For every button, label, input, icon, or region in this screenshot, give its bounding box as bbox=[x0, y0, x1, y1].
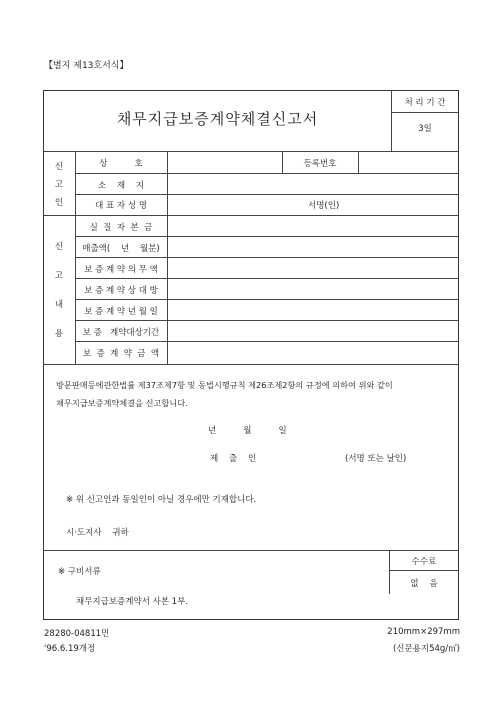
form-reference: 【별지 제13호서식】 bbox=[44, 61, 129, 71]
divider bbox=[43, 364, 459, 365]
report-row-label: 보 증 계약대상기간 bbox=[82, 328, 160, 338]
form-code: 28280-04811민 bbox=[44, 629, 110, 639]
sign-or-seal-note: (서명 또는 날인) bbox=[345, 454, 407, 464]
divider bbox=[75, 257, 459, 258]
required-document-item: 채무지급보증계약서 사본 1부. bbox=[76, 597, 189, 607]
divider bbox=[358, 151, 359, 173]
reporter-group-char: 인 bbox=[54, 198, 64, 208]
report-group-char: 용 bbox=[54, 329, 64, 339]
trade-name-label: 상 호 bbox=[99, 159, 143, 169]
processing-period-label: 처 리 기 간 bbox=[404, 98, 446, 108]
report-row-label: 보 증 계 약 상 대 방 bbox=[84, 286, 158, 296]
divider bbox=[43, 215, 459, 216]
divider bbox=[75, 236, 459, 237]
divider bbox=[43, 550, 459, 551]
legal-statement-line: 채무지급보증계약체결을 신고합니다. bbox=[56, 398, 188, 408]
legal-statement-line: 방문판매등에관한법률 제37조제7항 및 동법시행규칙 제26조제2항의 규정에 의하여 위와 같이 bbox=[56, 380, 393, 390]
divider bbox=[75, 173, 459, 174]
recipient-line: 시·도지사 귀하 bbox=[66, 528, 129, 538]
signature-seal-label: 서명(인) bbox=[308, 201, 340, 211]
report-row-label: 보 증 계 약 년 월 일 bbox=[84, 307, 158, 317]
same-person-note: ※ 위 신고인과 동일인이 아닐 경우에만 기재합니다. bbox=[66, 495, 257, 505]
divider bbox=[75, 341, 459, 342]
divider bbox=[75, 194, 459, 195]
address-label: 소 재 지 bbox=[97, 181, 145, 191]
reporter-group-char: 고 bbox=[54, 180, 64, 190]
form-title: 채무지급보증계약체결신고서 bbox=[116, 110, 319, 128]
report-row-label: 보 증 계 약 금 액 bbox=[82, 349, 160, 359]
legal-statement bbox=[56, 376, 451, 412]
divider bbox=[75, 320, 459, 321]
paper-size: 210mm×297mm bbox=[387, 627, 460, 637]
fee-label: 수수료 bbox=[411, 557, 437, 567]
report-row-label: 매출액( 년 월분) bbox=[82, 244, 160, 254]
divider bbox=[75, 278, 459, 279]
report-group-char: 신 bbox=[54, 242, 64, 252]
date-line: 년 월 일 bbox=[208, 426, 287, 436]
divider bbox=[389, 570, 459, 571]
report-group-char: 고 bbox=[54, 271, 64, 281]
reporter-group-char: 신 bbox=[54, 162, 64, 172]
required-documents-label: ※ 구비서류 bbox=[58, 567, 101, 577]
representative-name-label: 대 표 자 성 명 bbox=[95, 201, 147, 211]
registration-number-label: 등록번호 bbox=[303, 159, 337, 169]
report-row-label: 보 증 계 약 의 무 액 bbox=[84, 265, 158, 275]
report-row-label: 실 질 자 본 금 bbox=[89, 223, 153, 233]
submitter-label: 제 출 인 bbox=[210, 454, 257, 464]
report-group-char: 내 bbox=[54, 300, 64, 310]
fee-value: 없 음 bbox=[410, 579, 438, 589]
processing-period-value: 3일 bbox=[418, 124, 432, 134]
revision-date: '96.6.19개정 bbox=[44, 644, 96, 654]
divider bbox=[75, 299, 459, 300]
divider bbox=[43, 151, 459, 152]
paper-type: (신문용지54g/㎡) bbox=[392, 644, 460, 654]
divider bbox=[391, 112, 459, 113]
